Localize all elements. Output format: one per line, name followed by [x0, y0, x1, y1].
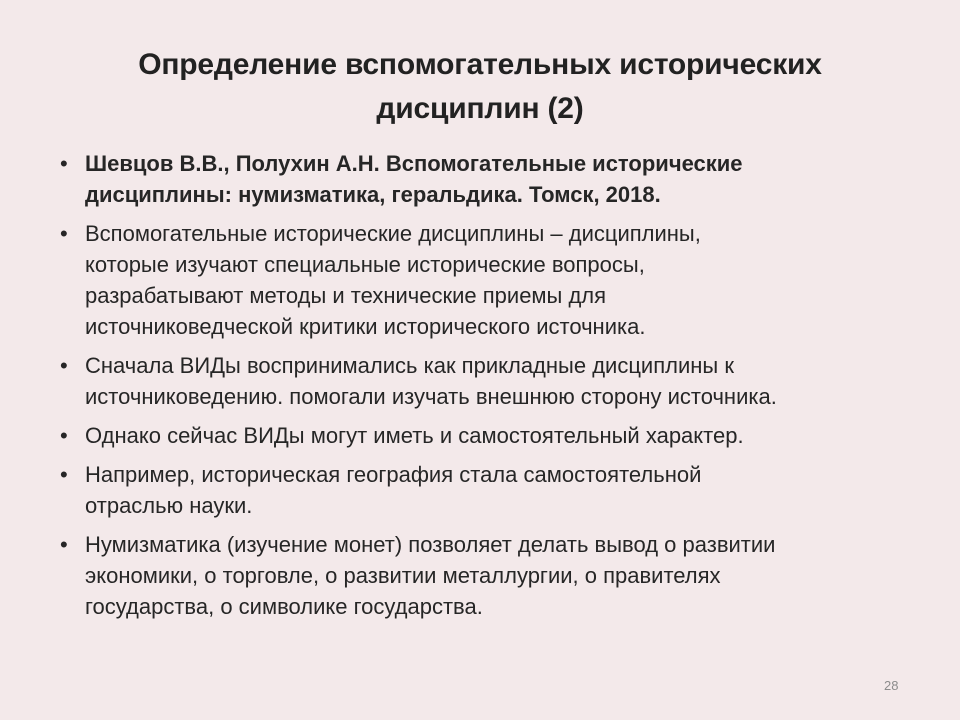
- bullet-text-line: источниковедению. помогали изучать внешнюю сторону источника.: [85, 384, 777, 409]
- bullet-text-line: отраслью науки.: [85, 493, 253, 518]
- slide-title: [60, 43, 900, 131]
- slide-title-line-1: Определение вспомогательных исторических: [138, 48, 822, 81]
- bullet-text-line: экономики, о торговле, о развитии металлургии, о правителях: [85, 563, 721, 588]
- bullet-text-line: источниковедческой критики исторического источника.: [85, 314, 646, 339]
- bullet-text-line: государства, о символике государства.: [85, 594, 483, 619]
- bullet-text-line: Шевцов В.В., Полухин А.Н. Вспомогательные исторические: [85, 151, 743, 176]
- bullet-item: [60, 218, 930, 342]
- bullet-icon: •: [60, 151, 68, 176]
- bullet-list: [60, 148, 930, 630]
- bullet-text-line: Нумизматика (изучение монет) позволяет делать вывод о развитии: [85, 532, 776, 557]
- bullet-icon: •: [60, 221, 68, 246]
- page-number: 28: [884, 678, 899, 693]
- bullet-icon: •: [60, 462, 68, 487]
- bullet-text-line: которые изучают специальные исторические вопросы,: [85, 252, 645, 277]
- bullet-text-line: Например, историческая география стала самостоятельной: [85, 462, 702, 487]
- bullet-icon: •: [60, 532, 68, 557]
- bullet-item: [60, 459, 930, 521]
- slide-title-line-2: дисциплин (2): [376, 92, 584, 125]
- bullet-item: [60, 420, 930, 451]
- bullet-icon: •: [60, 423, 68, 448]
- bullet-item: [60, 350, 930, 412]
- bullet-icon: •: [60, 353, 68, 378]
- bullet-text-line: дисциплины: нумизматика, геральдика. Томск, 2018.: [85, 182, 661, 207]
- bullet-text-line: Сначала ВИДы воспринимались как прикладные дисциплины к: [85, 353, 734, 378]
- bullet-item: [60, 148, 930, 210]
- bullet-text-line: разрабатывают методы и технические приемы для: [85, 283, 607, 308]
- bullet-item: [60, 529, 930, 622]
- bullet-text-line: Однако сейчас ВИДы могут иметь и самостоятельный характер.: [85, 423, 744, 448]
- bullet-text-line: Вспомогательные исторические дисциплины – дисциплины,: [85, 221, 701, 246]
